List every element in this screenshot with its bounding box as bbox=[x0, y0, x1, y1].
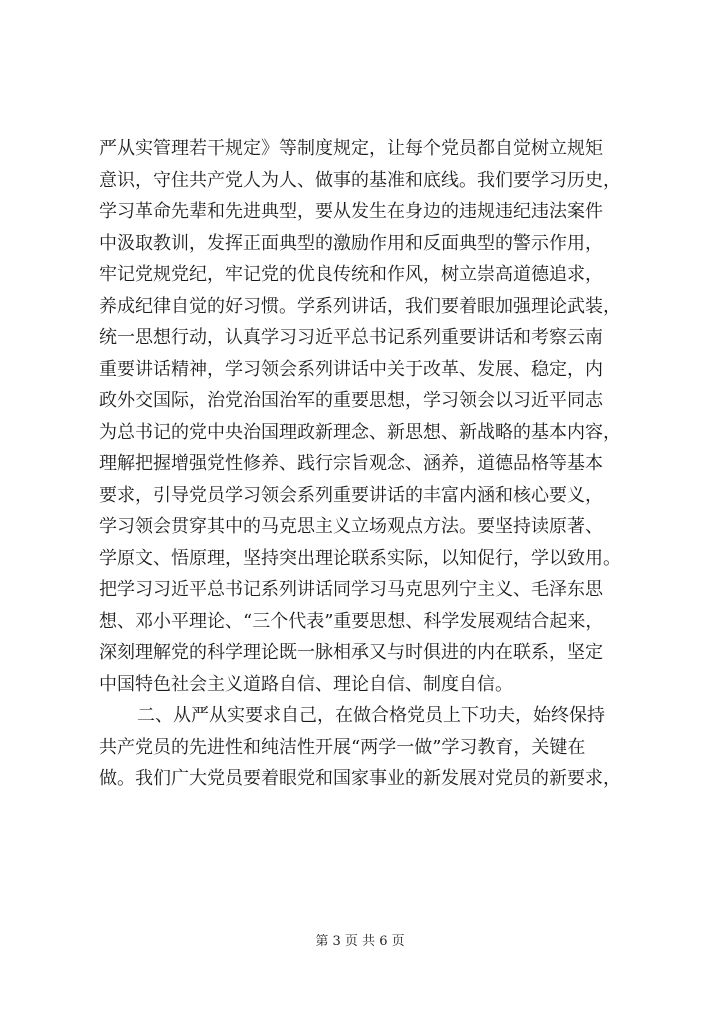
text-line: 二、从严从实要求自己，在做合格党员上下功夫，始终保持 bbox=[137, 705, 605, 726]
text-line: 为总书记的党中央治国理政新理念、新思想、新战略的基本内容， bbox=[99, 421, 621, 443]
text-line: 中国特色社会主义道路自信、理论自信、制度自信。 bbox=[99, 673, 513, 695]
text-line: 严从实管理若干规定》等制度规定，让每个党员都自觉树立规矩 bbox=[99, 138, 603, 159]
text-line: 共产党员的先进性和纯洁性开展“两学一做”学习教育，关键在 bbox=[99, 736, 586, 758]
text-line: 学习革命先辈和先进典型，要从发生在身边的违规违纪违法案件 bbox=[99, 201, 603, 222]
text-line: 学习领会贯穿其中的马克思主义立场观点方法。要坚持读原著、 bbox=[99, 516, 603, 537]
text-line: 理解把握增强党性修养、践行宗旨观念、涵养，道德品格等基本 bbox=[99, 453, 603, 474]
paragraph-2 bbox=[99, 700, 639, 795]
text-line: 政外交国际，治党治国治军的重要思想，学习领会以习近平同志 bbox=[99, 390, 603, 411]
page-number-footer: 第 3 页 共 6 页 bbox=[315, 934, 405, 949]
text-line: 做。我们广大党员要着眼党和国家事业的新发展对党员的新要求， bbox=[99, 768, 621, 789]
body-text bbox=[99, 133, 639, 795]
text-line: 统一思想行动，认真学习习近平总书记系列重要讲话和考察云南 bbox=[99, 327, 603, 348]
text-line: 重要讲话精神，学习领会系列讲话中关于改革、发展、稳定，内 bbox=[99, 358, 603, 380]
text-line: 学原文、悟原理，坚持突出理论联系实际，以知促行，学以致用。 bbox=[99, 547, 621, 569]
text-line: 意识，守住共产党人为人、做事的基准和底线。我们要学习历史， bbox=[99, 169, 621, 191]
text-line: 中汲取教训，发挥正面典型的激励作用和反面典型的警示作用， bbox=[99, 232, 603, 254]
text-line: 想、邓小平理论、“三个代表”重要思想、科学发展观结合起来， bbox=[99, 610, 604, 632]
text-line: 要求，引导党员学习领会系列重要讲话的丰富内涵和核心要义， bbox=[99, 484, 603, 506]
text-line: 牢记党规党纪，牢记党的优良传统和作风，树立崇高道德追求， bbox=[99, 264, 603, 285]
text-line: 深刻理解党的科学理论既一脉相承又与时俱进的内在联系，坚定 bbox=[99, 642, 603, 663]
text-line: 养成纪律自觉的好习惯。学系列讲话，我们要着眼加强理论武装， bbox=[99, 295, 621, 317]
paragraph-1 bbox=[99, 133, 639, 700]
text-line: 把学习习近平总书记系列讲话同学习马克思列宁主义、毛泽东思 bbox=[99, 579, 603, 600]
